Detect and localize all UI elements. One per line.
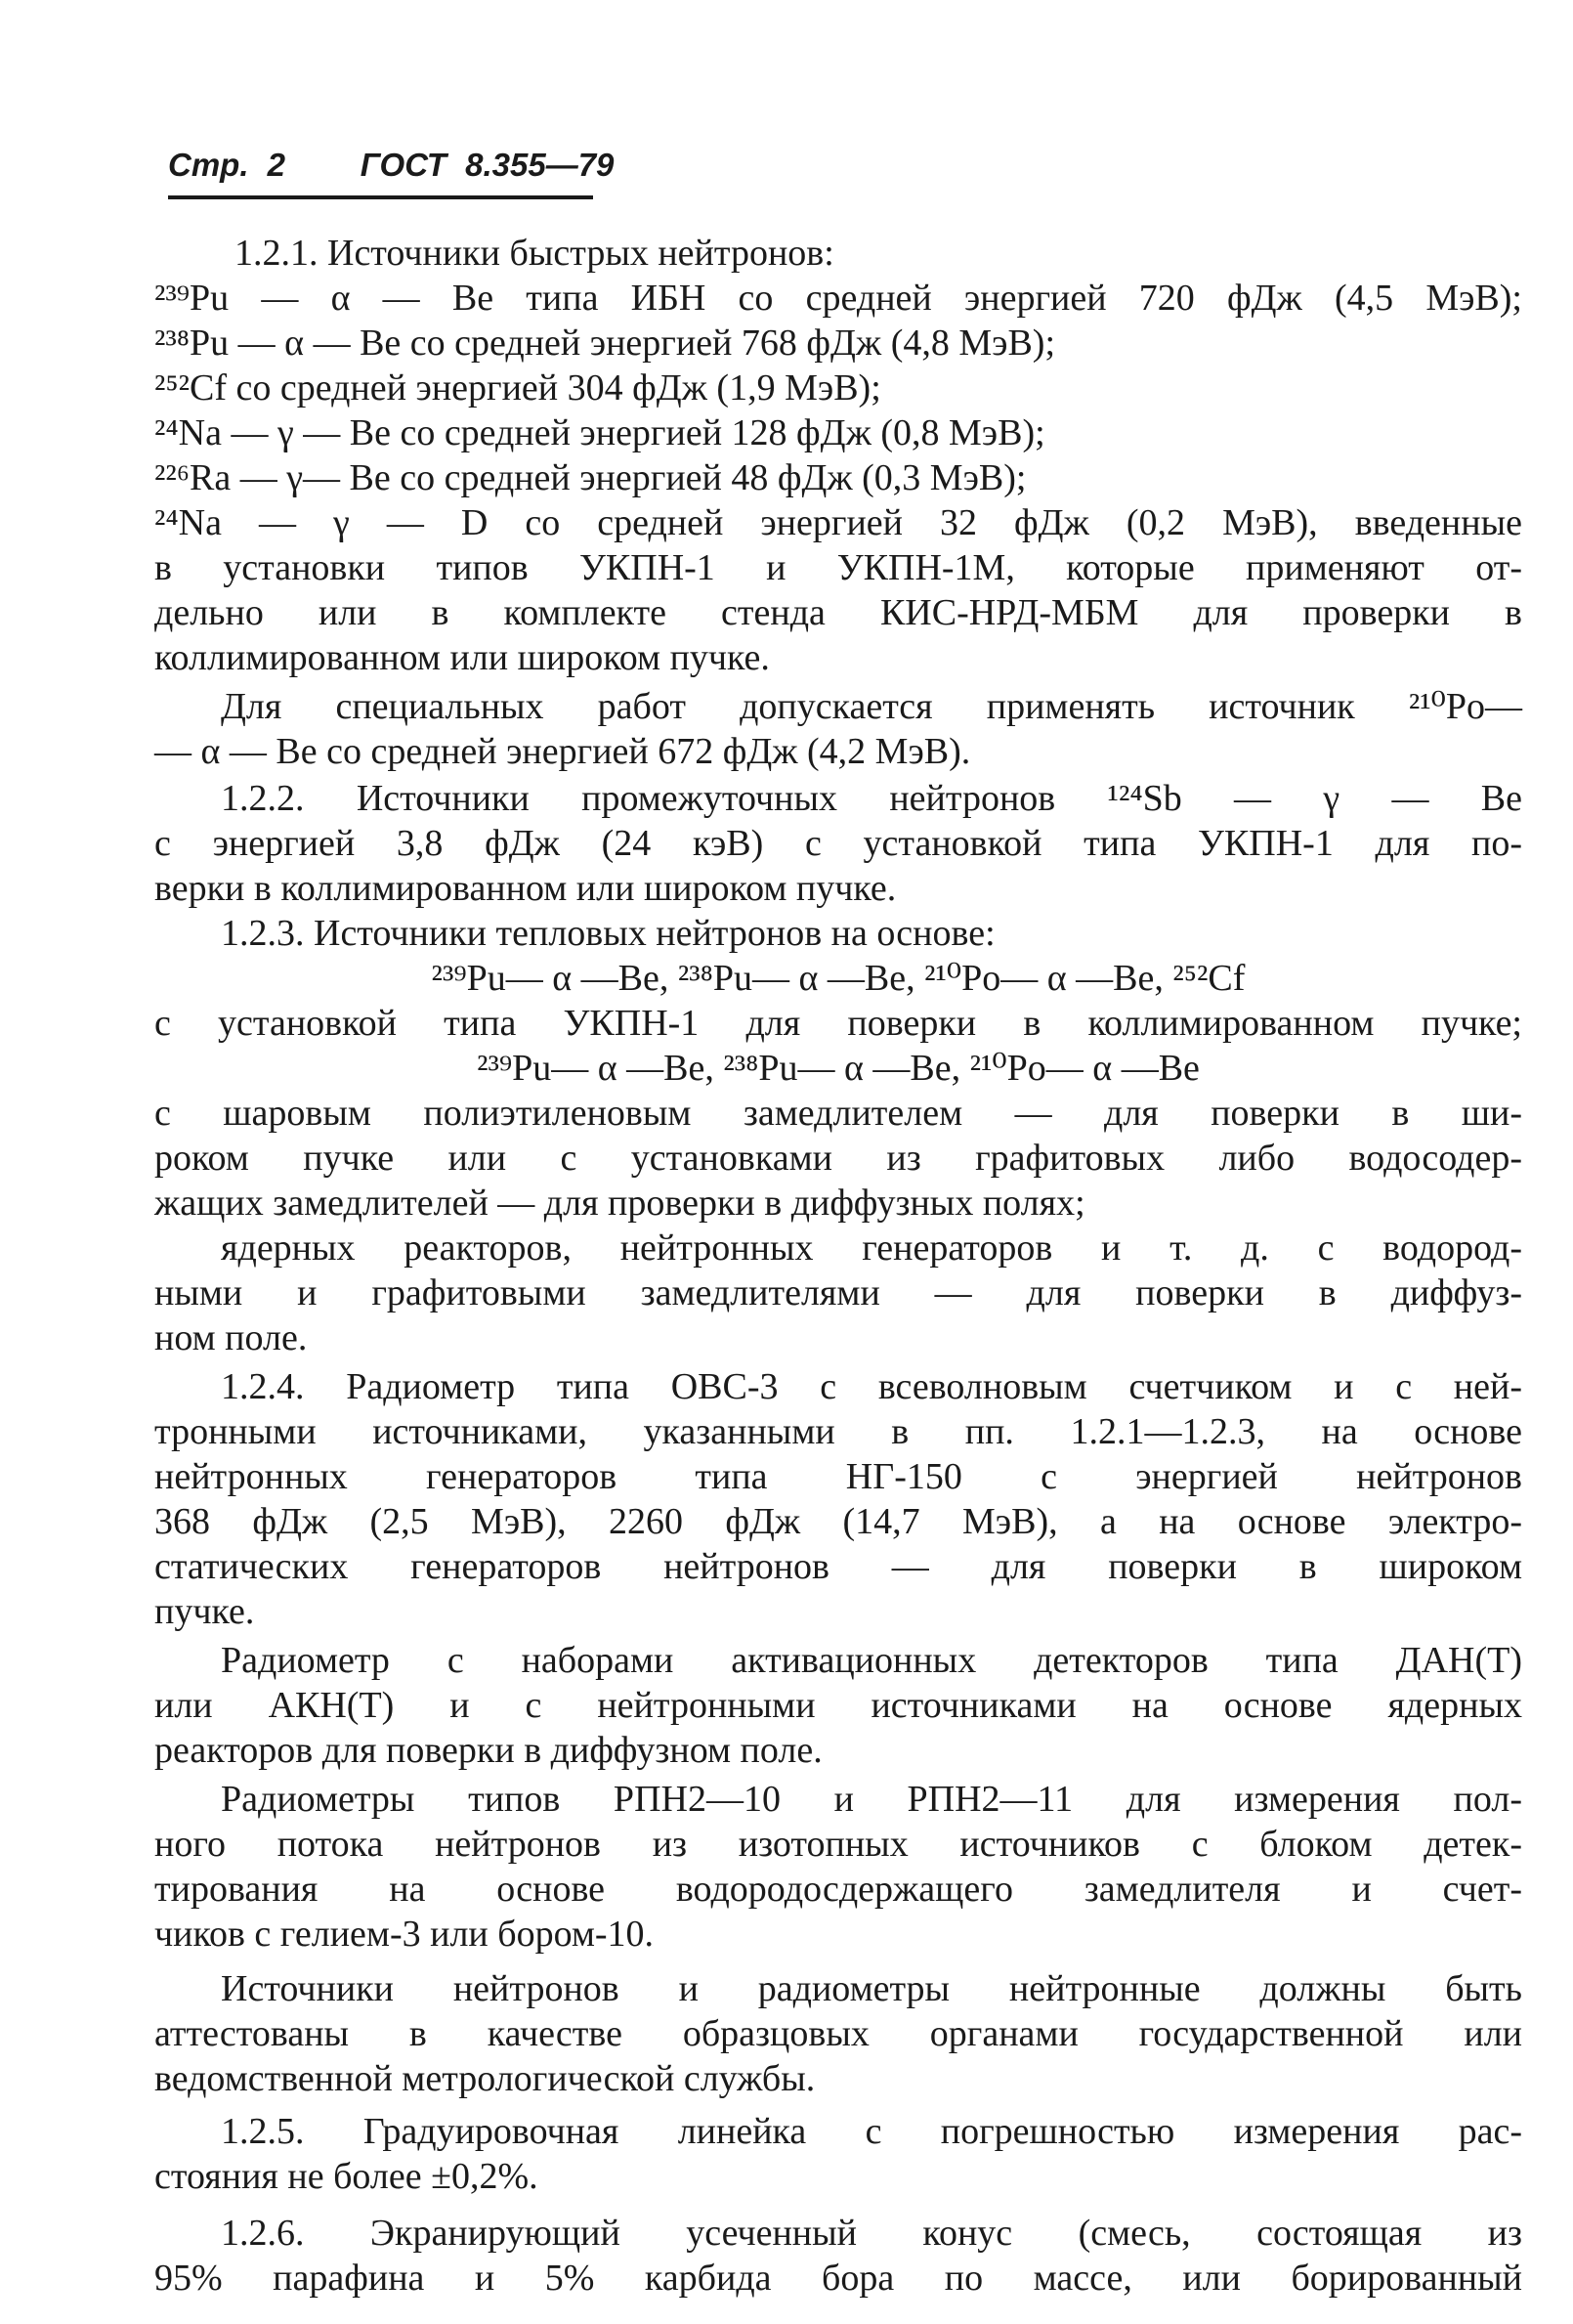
header-underline <box>168 195 593 199</box>
text-line: ²³⁹Pu — α — Be типа ИБН со средней энергией 720 фДж (4,5 МэВ); <box>154 278 1522 319</box>
text-line: ²⁴Na — γ — D со средней энергией 32 фДж (0,2 МэВ), введенные <box>154 502 1522 543</box>
page-header <box>168 147 614 184</box>
text-line: 1.2.2. Источники промежуточных нейтронов ¹²⁴Sb — γ — Be <box>221 778 1522 819</box>
text-line: Для специальных работ допускается применять источник ²¹⁰Po— <box>221 686 1522 727</box>
text-line: 1.2.3. Источники тепловых нейтронов на основе: <box>221 913 996 954</box>
text-line: ными и графитовыми замедлителями — для поверки в диффуз- <box>154 1272 1522 1313</box>
text-line: тирования на основе водородосдержащего замедлителя и счет- <box>154 1869 1522 1910</box>
text-line: дельно или в комплекте стенда КИС-НРД-МБМ для проверки в <box>154 592 1522 633</box>
text-line: ²³⁸Pu — α — Be со средней энергией 768 фДж (4,8 МэВ); <box>154 323 1056 364</box>
text-line: с энергией 3,8 фДж (24 кэВ) с установкой типа УКПН-1 для по- <box>154 823 1522 864</box>
text-line: ²⁵²Cf со средней энергией 304 фДж (1,9 МэВ); <box>154 367 881 409</box>
text-line: роком пучке или с установками из графитовых либо водосодер- <box>154 1138 1522 1179</box>
text-line: стояния не более ±0,2%. <box>154 2156 538 2197</box>
text-line: реакторов для поверки в диффузном поле. <box>154 1730 823 1771</box>
text-line: статических генераторов нейтронов — для поверки в широком <box>154 1546 1522 1587</box>
text-line: жащих замедлителей — для проверки в диффузных полях; <box>154 1183 1085 1224</box>
text-line: нейтронных генераторов типа НГ-150 с энергией нейтронов <box>154 1456 1522 1497</box>
text-line: с установкой типа УКПН-1 для поверки в коллимированном пучке; <box>154 1003 1522 1044</box>
text-line: пучке. <box>154 1591 255 1632</box>
text-line: 1.2.6. Экранирующий усеченный конус (смесь, состоящая из <box>221 2213 1522 2254</box>
text-line: 1.2.5. Градуировочная линейка с погрешностью измерения рас- <box>221 2111 1522 2152</box>
text-line: или АКН(Т) и с нейтронными источниками на основе ядерных <box>154 1685 1522 1726</box>
text-line: в установки типов УКПН-1 и УКПН-1М, которые применяют от- <box>154 547 1522 588</box>
text-line: 1.2.1. Источники быстрых нейтронов: <box>234 233 834 274</box>
text-line: 95% парафина и 5% карбида бора по массе, или борированный <box>154 2258 1522 2299</box>
text-line: ведомственной метрологической службы. <box>154 2058 816 2099</box>
text-line: ²⁴Na — γ — Be со средней энергией 128 фДж (0,8 МэВ); <box>154 412 1045 453</box>
text-line: ного потока нейтронов из изотопных источников с блоком детек- <box>154 1824 1522 1865</box>
text-line: ²³⁹Pu— α —Be, ²³⁸Pu— α —Be, ²¹⁰Po— α —Be, ²⁵²Cf <box>431 958 1246 999</box>
standard-code: ГОСТ 8.355—79 <box>360 147 615 183</box>
text-line: ²²⁶Ra — γ— Be со средней энергией 48 фДж (0,3 МэВ); <box>154 457 1027 498</box>
text-line: с шаровым полиэтиленовым замедлителем — для поверки в ши- <box>154 1093 1522 1134</box>
text-line: коллимированном или широком пучке. <box>154 637 770 678</box>
text-line: 1.2.4. Радиометр типа ОВС-3 с всеволновым счетчиком и с ней- <box>221 1366 1522 1407</box>
text-line: ном поле. <box>154 1317 308 1358</box>
text-line: чиков с гелием-3 или бором-10. <box>154 1914 655 1955</box>
text-line: верки в коллимированном или широком пучке. <box>154 868 897 909</box>
text-line: — α — Be со средней энергией 672 фДж (4,2 МэВ). <box>154 731 971 772</box>
text-line: 368 фДж (2,5 МэВ), 2260 фДж (14,7 МэВ), а на основе электро- <box>154 1501 1522 1542</box>
text-line: ²³⁹Pu— α —Be, ²³⁸Pu— α —Be, ²¹⁰Po— α —Be <box>477 1048 1200 1089</box>
text-line: тронными источниками, указанными в пп. 1.2.1—1.2.3, на основе <box>154 1411 1522 1452</box>
page-number: Стр. 2 <box>168 147 286 183</box>
text-line: Источники нейтронов и радиометры нейтронные должны быть <box>221 1968 1522 2009</box>
text-line: Радиометры типов РПН2—10 и РПН2—11 для измерения пол- <box>221 1779 1522 1820</box>
text-line: ядерных реакторов, нейтронных генераторов и т. д. с водород- <box>221 1227 1522 1269</box>
text-line: аттестованы в качестве образцовых органами государственной или <box>154 2013 1522 2054</box>
text-line: Радиометр с наборами активационных детекторов типа ДАН(Т) <box>221 1640 1522 1681</box>
